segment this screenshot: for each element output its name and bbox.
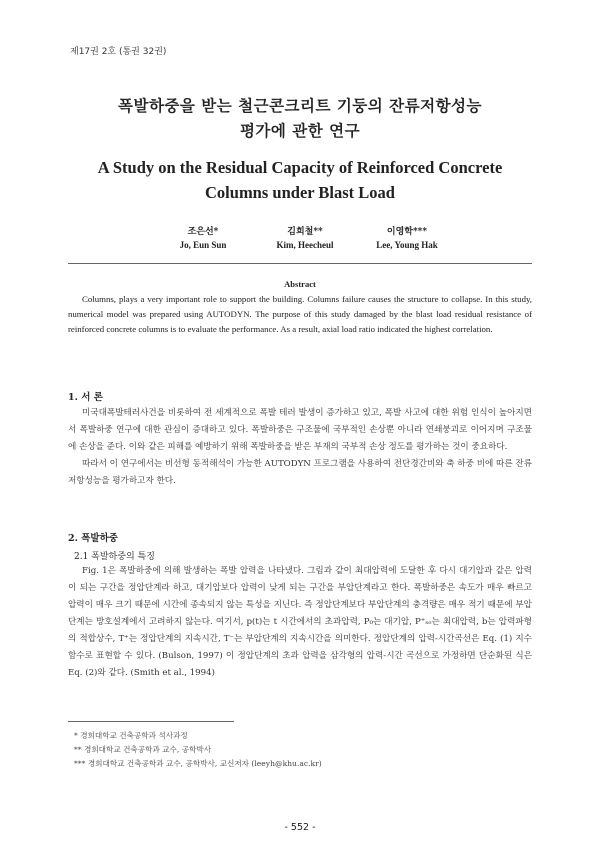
english-title-line-2: Columns under Blast Load [205,183,395,202]
korean-title-line-1: 폭발하중을 받는 철근콘크리트 기둥의 잔류저항성능 [118,96,482,115]
english-title-line-1: A Study on the Residual Capacity of Reinforced Concrete [97,158,503,177]
author-list [0,224,600,264]
footnote-2: ** 경희대학교 건축공학과 교수, 공학박사 [74,745,212,754]
footnotes [68,729,532,771]
section-2-text [68,563,532,682]
section-1-paragraph-2: 따라서 이 연구에서는 비선형 동적해석이 가능한 AUTODYN 프로그램을 사용하여 전단경간비와 축 하중 비에 따른 잔류 저항성능을 평가하고자 한다. [68,459,532,486]
author-2-english-name: Kim, Heecheul [276,240,334,250]
footnote-divider [68,721,234,722]
abstract-body: Columns, plays a very important role to support the building. Columns failure causes the structure to collapse. In this study, numerical model was prepared using AUTODYN. The purpose of this study damaged by the blast load residual resistance of reinforced concrete columns is to evaluate the performance. As a result, axial load ratio indicated the highest correlation. [68,294,532,334]
header-divider [68,263,532,264]
footnote-1: * 경희대학교 건축공학과 석사과정 [74,731,188,740]
section-1-text [68,405,532,490]
author-3-korean-name: 이영학*** [386,227,428,237]
section-2-1-heading: 2.1 폭발하중의 특징 [74,552,155,562]
section-1-paragraph-1: 미국대폭발테러사건을 비롯하여 전 세계적으로 폭발 테러 발생이 증가하고 있고, 폭발 사고에 대한 위험 인식이 높아지면서 폭발하중 연구에 대한 관심이 증대하고 있다. 폭발하중은 구조물에 국부적인 손상뿐 아니라 연쇄붕괴로 이어지며 구조물에 손상을 준다. 이와 같은 피해를 예방하기 위해 폭발하중을 받은 부재의 국부적 손상 정도를 평가하는 것이 중요하다. [68,408,532,452]
author-3-english-name: Lee, Young Hak [376,240,438,250]
author-1 [148,224,258,250]
author-2-korean-name: 김희철** [287,227,323,237]
korean-title-line-2: 평가에 관한 연구 [239,121,361,140]
section-1-heading: 1. 서 론 [68,392,103,403]
abstract-heading: Abstract [284,279,316,289]
author-1-english-name: Jo, Eun Sun [179,240,227,250]
author-1-korean-name: 조은선* [187,227,219,237]
author-3 [352,224,462,250]
section-2-paragraph-1: Fig. 1은 폭발하중에 의해 발생하는 폭발 압력을 나타냈다. 그림과 같이 최대압력에 도달한 후 다시 대기압과 같은 압력이 되는 구간을 정압단계라 하고, 대기압보다 압력이 낮게 되는 구간을 부압단계라고 한다. 폭발하중은 속도가 매우 빠르고 압력이 매우 크기 때문에 시간에 종속되지 않는 특성을 지닌다. 즉 정압단계보다 부압단계의 충격량은 매우 적기 때문에 부압단계는 방호설계에서 고려하지 않는다. 여기서, p(t)는 t 시간에서의 초과압력, P₀는 대기압, P⁺ₛₒ는 최대압력, b는 압력파형의 적합상수, T⁺는 정압단계의 지속시간, T⁻는 부압단계의 지속시간을 의미한다. 정압단계의 압력-시간곡선은 Eq. (1) 지수함수로 표현할 수 있다. (Bulson, 1997) 이 정압단계의 초과 압력을 삼각형의 압력-시간 곡선으로 가정하면 단순화된 식은 Eq. (2)와 같다. (Smith et al., 1994) [68,566,532,678]
footnote-3: *** 경희대학교 건축공학과 교수, 공학박사, 교신저자 (leeyh@khu.ac.kr) [74,759,322,768]
journal-volume: 제17권 2호 (통권 32권) [70,47,167,57]
section-2-heading: 2. 폭발하중 [68,533,118,544]
page-number: - 552 - [284,822,316,833]
author-2 [250,224,360,250]
